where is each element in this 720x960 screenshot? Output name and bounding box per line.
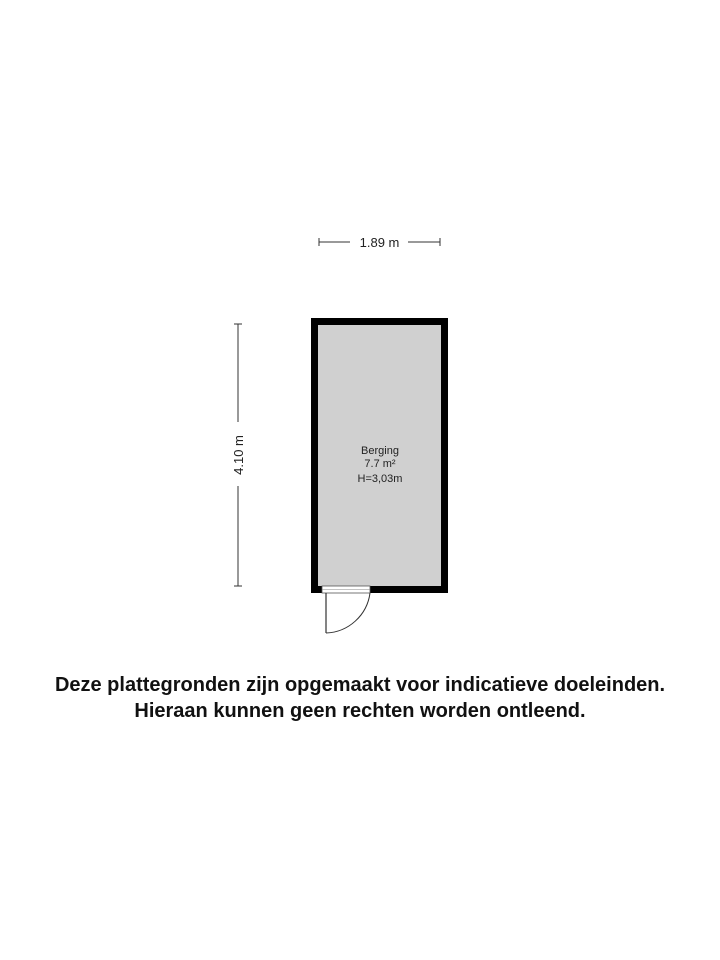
height-dimension-label: 4.10 m	[231, 435, 246, 475]
disclaimer-line-2: Hieraan kunnen geen rechten worden ontleend.	[134, 700, 586, 722]
width-dimension-label: 1.89 m	[359, 235, 400, 250]
wall-left	[311, 318, 318, 593]
door-swing	[326, 593, 370, 633]
door-swing-arc	[326, 593, 370, 633]
room-berging	[311, 318, 448, 633]
room-name: Berging	[361, 445, 399, 457]
disclaimer-line-1: Deze plattegronden zijn opgemaakt voor indicatieve doeleinden.	[54, 674, 666, 696]
wall-bottom-left	[311, 586, 322, 593]
height-dimension	[231, 324, 246, 586]
wall-top	[311, 318, 448, 325]
room-area: 7.7 m²	[364, 458, 396, 470]
wall-bottom-right	[370, 586, 448, 593]
wall-right	[441, 318, 448, 593]
room-ceiling-height: H=3,03m	[357, 473, 403, 485]
door-opening	[322, 586, 370, 593]
disclaimer	[0, 672, 720, 724]
width-dimension	[319, 235, 440, 250]
